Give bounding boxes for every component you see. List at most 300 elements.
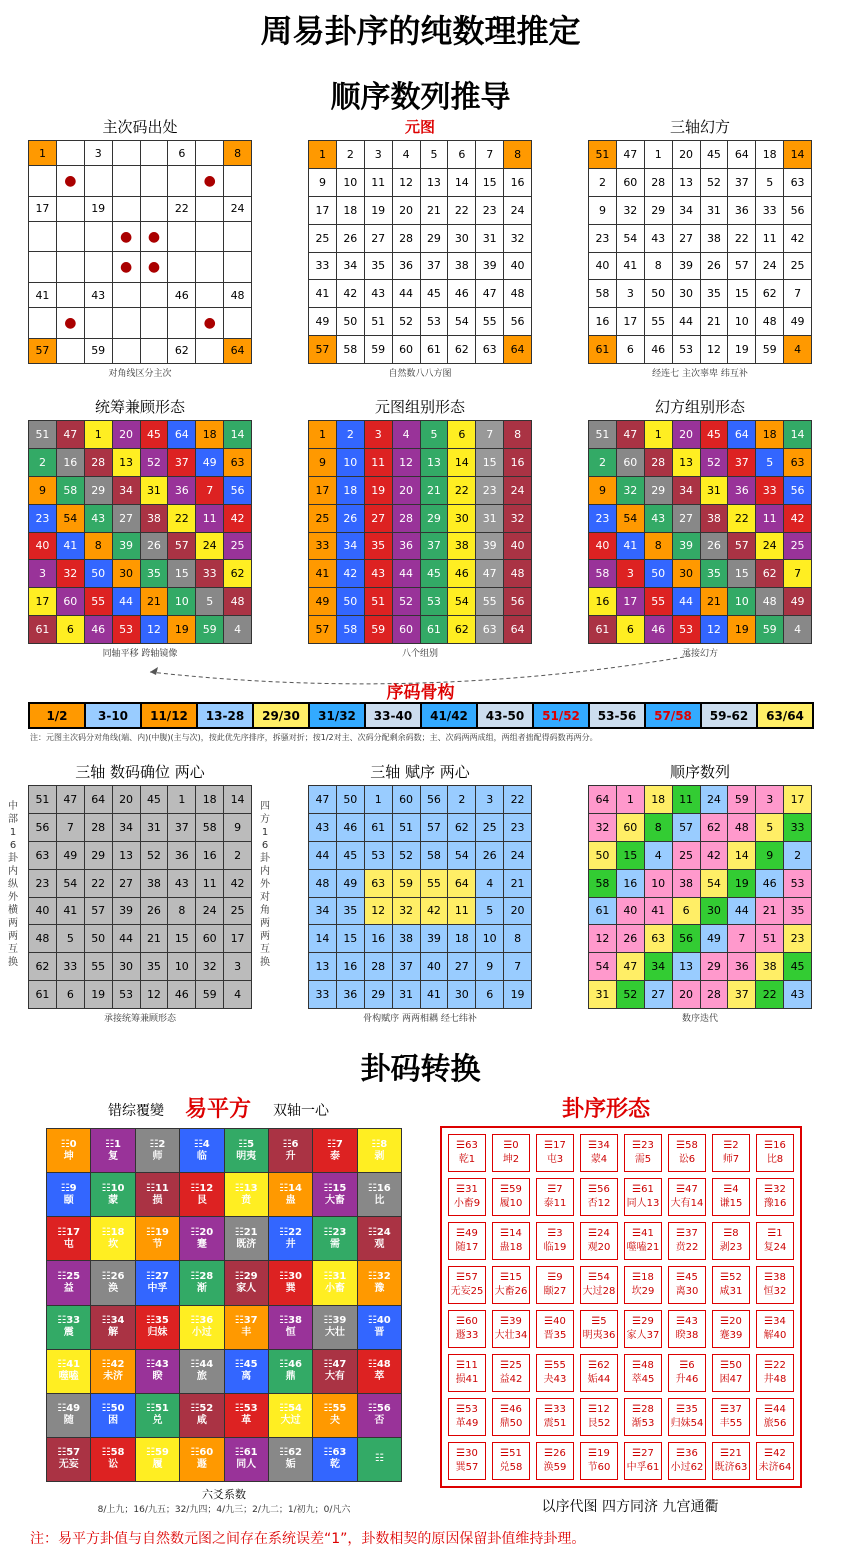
grid-cell: 40 (589, 252, 617, 280)
grid-cell: 55 (420, 869, 448, 897)
sequence-name: 坤2 (502, 1154, 520, 1165)
hexagram-name: 豫 (374, 1282, 385, 1294)
grid-cell: 18 (448, 925, 476, 953)
hexagram-cell (135, 1305, 179, 1349)
sequence-name: 观20 (587, 1242, 611, 1253)
grid-cell: 50 (336, 308, 364, 336)
hexagram-name: 益 (63, 1282, 74, 1294)
grid-caption: 承接幻方 (681, 649, 718, 659)
grid-cell: 5 (756, 448, 784, 476)
hexagram-name: 离 (241, 1371, 252, 1383)
grid-cell: 47 (616, 421, 644, 449)
sequence-cell: ☰41 噬嗑21 (624, 1222, 662, 1260)
grid-cell: 17 (29, 588, 57, 616)
grid-cell: 58 (589, 280, 617, 308)
sequence-name: 姤44 (587, 1374, 611, 1385)
grid-cell: 18 (756, 141, 784, 169)
grid-cell: 40 (616, 897, 644, 925)
grid-cell: 24 (196, 897, 224, 925)
grid-cell: 64 (224, 338, 252, 363)
hexagram-cell (180, 1173, 224, 1217)
hexagram-name: 夬 (329, 1415, 340, 1427)
sequence-value: 37 (685, 1228, 698, 1239)
grid-cell: 8 (644, 532, 672, 560)
grid-cell: 9 (476, 953, 504, 981)
grid-cell: 25 (309, 504, 337, 532)
grid-cell: 62 (448, 616, 476, 644)
sequence-value: 58 (685, 1140, 698, 1151)
grid-cell: 33 (196, 560, 224, 588)
seq-segment: 63/64 (758, 704, 812, 727)
number-grid (28, 785, 252, 1009)
side-note-left: 中 部 1 6 卦 内 纵 外 横 两 两 互 换 (8, 801, 18, 968)
grid-cell: 43 (84, 283, 112, 308)
sequence-value: 56 (597, 1184, 610, 1195)
hexagram-cell (91, 1393, 135, 1437)
sequence-cell: ☰37 贲22 (668, 1222, 706, 1260)
sequence-name: 中孚61 (626, 1462, 660, 1473)
grid-cell: 18 (756, 421, 784, 449)
hexagram-name: 升 (285, 1150, 296, 1162)
hexagram-name: 归妹 (147, 1327, 168, 1339)
hexagram-number: ☷52 (190, 1403, 214, 1415)
sequence-value: 5 (600, 1316, 607, 1327)
sequence-cell: ☰28 渐53 (624, 1398, 662, 1436)
grid-cell: 23 (476, 476, 504, 504)
sequence-value: 0 (512, 1140, 519, 1151)
sequence-name: 萃45 (631, 1374, 655, 1385)
grid-cell: 41 (309, 560, 337, 588)
sequence-name: 师7 (722, 1154, 740, 1165)
grid-cell: 63 (29, 841, 57, 869)
hexagram-name: 贲 (241, 1194, 252, 1206)
grid-cell: 42 (224, 869, 252, 897)
grid-cell: 3 (364, 141, 392, 169)
hexagram-number: ☷49 (57, 1403, 81, 1415)
grid-cell: 64 (728, 141, 756, 169)
sequence-value: 30 (465, 1448, 478, 1459)
grid-cell: 28 (700, 981, 728, 1009)
grid-cell: 12 (140, 616, 168, 644)
grid-cell: 57 (84, 897, 112, 925)
grid-cell: 5 (196, 588, 224, 616)
hexagram-number: ☷44 (190, 1359, 214, 1371)
grid-cell: 53 (112, 616, 140, 644)
grid-cell: 21 (756, 897, 784, 925)
hexagram-name: 井 (285, 1238, 296, 1250)
grid-cell: 44 (309, 841, 337, 869)
sequence-name: 节60 (587, 1462, 611, 1473)
sequence-name: 归妹54 (670, 1418, 704, 1429)
grid-cell: 24 (504, 476, 532, 504)
hexagram-cell (47, 1217, 91, 1261)
hexagram-cell (313, 1349, 357, 1393)
hexagram-name: 师 (152, 1150, 163, 1162)
sequence-name: 井48 (763, 1374, 787, 1385)
hexagram-number: ☷17 (57, 1226, 81, 1238)
grid-cell (56, 338, 84, 363)
grid-cell: 29 (420, 504, 448, 532)
grid-cell: 5 (420, 141, 448, 169)
grid-cell: 7 (784, 280, 812, 308)
grid-cell: ● (112, 252, 140, 283)
hexagram-number: ☷47 (323, 1359, 347, 1371)
grid-cell: 41 (309, 280, 337, 308)
hexagram-name: 睽 (152, 1371, 163, 1383)
sequence-value: 43 (685, 1316, 698, 1327)
grid-cell: 4 (224, 616, 252, 644)
hexagram-name: 中孚 (147, 1282, 168, 1294)
grid-cell: 14 (784, 141, 812, 169)
grid-cell: 25 (309, 224, 337, 252)
seq-segment: 29/30 (254, 704, 310, 727)
sequence-value: 49 (465, 1228, 478, 1239)
grid-cell: 22 (728, 504, 756, 532)
sequence-cell: ☰62 姤44 (580, 1354, 618, 1392)
grid-cell: 15 (168, 560, 196, 588)
sequence-value: 42 (773, 1448, 786, 1459)
grid-cell: 50 (336, 588, 364, 616)
footer-note: 注：易平方卦值与自然数元图之间存在系统误差“1”，卦数相契的原因保留卦值维持卦理。 (30, 1531, 586, 1547)
grid-cell: 59 (196, 616, 224, 644)
grid-cell: 6 (56, 981, 84, 1009)
hexagram-name: 复 (108, 1150, 119, 1162)
grid-cell: 62 (756, 560, 784, 588)
grid-cell: 26 (700, 252, 728, 280)
grid-cell: 19 (504, 981, 532, 1009)
grid-cell: 4 (784, 616, 812, 644)
hexagram-number: ☷11 (145, 1182, 169, 1194)
hexagram-number: ☷22 (279, 1226, 302, 1238)
grid-cell (140, 141, 168, 166)
grid-cell: 41 (56, 532, 84, 560)
sequence-value: 62 (597, 1360, 610, 1371)
grid-cell: 19 (84, 196, 112, 221)
grid-cell: 47 (476, 280, 504, 308)
grid-cell (56, 196, 84, 221)
hexagram-cell (357, 1437, 401, 1481)
grid-cell: 62 (448, 336, 476, 364)
grid-cell: 45 (784, 953, 812, 981)
grid-cell: 38 (700, 504, 728, 532)
grid-cell: 54 (616, 224, 644, 252)
hexagram-cell (268, 1261, 312, 1305)
hexagram-cell (180, 1261, 224, 1305)
grid-cell: 20 (112, 421, 140, 449)
sequence-cell: ☰19 节60 (580, 1442, 618, 1480)
hexagram-cell (135, 1261, 179, 1305)
grid-cell: 3 (29, 560, 57, 588)
hex-header-right: 双轴一心 (273, 1103, 329, 1119)
grid-cell: 10 (168, 953, 196, 981)
grid-cell (112, 196, 140, 221)
grid-cell: 27 (112, 869, 140, 897)
sequence-cell: ☰7 泰11 (536, 1178, 574, 1216)
grid-cell: 50 (644, 560, 672, 588)
grid-cell: 7 (504, 953, 532, 981)
hexagram-cell (313, 1305, 357, 1349)
grid-cell: 3 (364, 421, 392, 449)
grid-cell: 36 (168, 841, 196, 869)
grid-cell: ● (140, 252, 168, 283)
hexagram-name: 旅 (196, 1371, 207, 1383)
grid-cell: 1 (309, 421, 337, 449)
sequence-value: 15 (509, 1272, 522, 1283)
grid-cell: 8 (84, 532, 112, 560)
grid-cell: 1 (29, 141, 57, 166)
sequence-name: 否12 (587, 1198, 611, 1209)
sequence-value: 9 (556, 1272, 563, 1283)
grid-cell: 53 (672, 336, 700, 364)
grid-cell: 10 (336, 168, 364, 196)
grid-cell: 42 (700, 841, 728, 869)
hexagram-number: ☷38 (279, 1315, 302, 1327)
grid-cell (29, 221, 57, 252)
number-grid (28, 420, 252, 644)
hexagram-cell (135, 1129, 179, 1173)
grid-cell: 58 (589, 560, 617, 588)
grid-cell: 45 (140, 786, 168, 814)
grid-cell: 29 (644, 196, 672, 224)
grid-cell: 24 (756, 252, 784, 280)
grid-cell: 32 (504, 224, 532, 252)
hexagram-number: ☷46 (279, 1359, 302, 1371)
grid-cell: 62 (756, 280, 784, 308)
grid-cell: 44 (112, 925, 140, 953)
grid-cell: 63 (784, 448, 812, 476)
grid-cell: 60 (56, 588, 84, 616)
grid-cell (56, 141, 84, 166)
hexagram-name: 屯 (63, 1238, 74, 1250)
grid-cell: 37 (728, 168, 756, 196)
hexagram-cell (135, 1349, 179, 1393)
hexagram-name: 无妄 (58, 1459, 79, 1471)
grid-cell: 32 (616, 196, 644, 224)
grid-cell: 55 (84, 953, 112, 981)
grid-cell: 13 (672, 448, 700, 476)
grid-cell: 33 (56, 953, 84, 981)
grid-cell: 37 (420, 532, 448, 560)
grid-cell: 4 (644, 841, 672, 869)
grid-cell: 42 (420, 897, 448, 925)
grid-cell: 55 (476, 588, 504, 616)
sequence-value: 63 (465, 1140, 478, 1151)
grid-cell: 5 (756, 168, 784, 196)
grid-cell: 8 (644, 252, 672, 280)
hexagram-number: ☷25 (57, 1270, 81, 1282)
grid-cell: 15 (168, 925, 196, 953)
sequence-name: 谦15 (719, 1198, 743, 1209)
grid-cell: 13 (112, 841, 140, 869)
grid-cell: 49 (784, 588, 812, 616)
sequence-name: 大有14 (670, 1198, 704, 1209)
grid-cell: 38 (392, 925, 420, 953)
sequence-name: 晋35 (543, 1330, 567, 1341)
grid-cell: 32 (616, 476, 644, 504)
sequence-cell: ☰5 明夷36 (580, 1310, 618, 1348)
sequence-value: 38 (773, 1272, 786, 1283)
grid-cell: 2 (448, 786, 476, 814)
seq-segment: 13-28 (198, 704, 254, 727)
hexagram-cell (268, 1129, 312, 1173)
sequence-value: 34 (773, 1316, 786, 1327)
grid-cell (168, 252, 196, 283)
hexagram-cell (180, 1129, 224, 1173)
hexagram-name: 颐 (63, 1194, 74, 1206)
grid-cell: 2 (589, 168, 617, 196)
grid-cell: 30 (448, 504, 476, 532)
hexagram-number: ☷45 (234, 1359, 258, 1371)
hexagram-number: ☷7 (326, 1138, 343, 1150)
grid-title: 三轴幻方 (669, 118, 730, 136)
grid-cell: 24 (196, 532, 224, 560)
grid-cell: 34 (644, 953, 672, 981)
grid-cell: 13 (672, 953, 700, 981)
sequence-name: 临19 (543, 1242, 567, 1253)
hexagram-number: ☷53 (234, 1403, 258, 1415)
grid-cell: 53 (112, 981, 140, 1009)
hexagram-number: ☷60 (190, 1447, 214, 1459)
grid-cell: 32 (196, 953, 224, 981)
hexagram-cell (224, 1305, 268, 1349)
grid-cell: 9 (589, 476, 617, 504)
grid-cell: 55 (84, 588, 112, 616)
grid-cell: 46 (448, 280, 476, 308)
hexagram-name: 震 (63, 1327, 74, 1339)
sequence-name: 随17 (455, 1242, 479, 1253)
grid-cell: 27 (448, 953, 476, 981)
hexagram-cell (313, 1261, 357, 1305)
seq-segment: 43-50 (478, 704, 534, 727)
grid-cell: 57 (728, 252, 756, 280)
xu-grid (440, 1126, 802, 1488)
grid-cell: 9 (309, 448, 337, 476)
sequence-cell: ☰60 遯33 (448, 1310, 486, 1348)
hexagram-name: 小过 (191, 1327, 212, 1339)
grid-cell: 10 (336, 448, 364, 476)
sequence-value: 31 (465, 1184, 478, 1195)
grid-cell: 17 (309, 476, 337, 504)
grid-cell: 63 (644, 925, 672, 953)
grid-cell: 34 (309, 897, 337, 925)
grid-cell: 42 (336, 280, 364, 308)
grid-cell: 41 (56, 897, 84, 925)
hexagram-name: 蒙 (108, 1194, 119, 1206)
grid-cell: 17 (784, 786, 812, 814)
grid-cell: 12 (700, 616, 728, 644)
grid-cell: 24 (700, 786, 728, 814)
sequence-cell: ☰18 坎29 (624, 1266, 662, 1304)
grid-cell (224, 252, 252, 283)
sequence-value: 53 (465, 1404, 478, 1415)
hexagram-name: 既济 (236, 1238, 257, 1250)
hexagram-name: 讼 (108, 1459, 119, 1471)
grid-cell: 22 (504, 786, 532, 814)
grid-cell: 21 (420, 476, 448, 504)
sequence-cell: ☰12 艮52 (580, 1398, 618, 1436)
grid-cell: 36 (392, 252, 420, 280)
grid-cell: 17 (29, 196, 57, 221)
seq-segment: 53-56 (590, 704, 646, 727)
grid-cell: 9 (224, 813, 252, 841)
hexagram-number: ☷26 (101, 1270, 125, 1282)
grid-cell: 8 (224, 141, 252, 166)
grid-cell: 59 (756, 616, 784, 644)
grid-cell: 6 (168, 141, 196, 166)
grid-cell: 47 (616, 141, 644, 169)
hexagram-cell (313, 1217, 357, 1261)
sequence-cell: ☰32 豫16 (756, 1178, 794, 1216)
hexagram-number: ☷0 (60, 1138, 77, 1150)
grid-cell: 20 (672, 141, 700, 169)
grid-cell: 42 (336, 560, 364, 588)
grid-cell: 4 (392, 421, 420, 449)
grid-cell: 57 (168, 532, 196, 560)
grid-cell: 11 (196, 869, 224, 897)
hexagram-name: 恒 (285, 1327, 296, 1339)
grid-cell (56, 221, 84, 252)
grid-cell: 59 (756, 336, 784, 364)
hexagram-cell (47, 1437, 91, 1481)
grid-cell: 51 (364, 588, 392, 616)
grid-cell: 31 (700, 196, 728, 224)
hexagram-number: ☷15 (323, 1182, 347, 1194)
grid-cell: 3 (224, 953, 252, 981)
hexagram-name: 大壮 (324, 1327, 345, 1339)
grid-cell: 8 (644, 813, 672, 841)
sequence-value: 60 (465, 1316, 478, 1327)
grid-cell: 37 (392, 953, 420, 981)
grid-title: 元图组别形态 (374, 398, 465, 416)
hexagram-name: 丰 (241, 1327, 252, 1339)
grid-cell: 51 (756, 925, 784, 953)
grid-cell (224, 308, 252, 339)
grid-cell: 17 (309, 196, 337, 224)
grid-cell: 19 (84, 981, 112, 1009)
sequence-value: 46 (509, 1404, 522, 1415)
sequence-value: 45 (685, 1272, 698, 1283)
grid-cell: 24 (504, 841, 532, 869)
hexagram-number: ☷62 (279, 1447, 302, 1459)
grid-cell: 63 (476, 616, 504, 644)
hexagram-cell (91, 1217, 135, 1261)
grid-cell (140, 196, 168, 221)
grid-cell: 21 (700, 308, 728, 336)
sequence-value: 17 (553, 1140, 566, 1151)
grid-cell: 27 (112, 504, 140, 532)
hexagram-name: 解 (108, 1327, 119, 1339)
sequence-value: 50 (729, 1360, 742, 1371)
hexagram-cell (268, 1437, 312, 1481)
grid-cell: 49 (309, 308, 337, 336)
grid-cell: 1 (616, 786, 644, 814)
grid-cell: 56 (420, 786, 448, 814)
grid-caption: 数序迭代 (681, 1014, 718, 1024)
grid-cell: 36 (168, 476, 196, 504)
grid-cell: 20 (504, 897, 532, 925)
sequence-value: 55 (553, 1360, 566, 1371)
sequence-name: 蒙4 (590, 1154, 608, 1165)
hexagram-number: ☷34 (101, 1315, 125, 1327)
grid-cell: 23 (589, 224, 617, 252)
grid-cell: 48 (728, 813, 756, 841)
grid-cell: 26 (700, 532, 728, 560)
sequence-value: 27 (641, 1448, 654, 1459)
grid-cell: 40 (504, 252, 532, 280)
grid-cell: 21 (140, 925, 168, 953)
grid-cell: 37 (728, 981, 756, 1009)
section-title-hexagram: 卦码转换 (360, 1052, 481, 1087)
